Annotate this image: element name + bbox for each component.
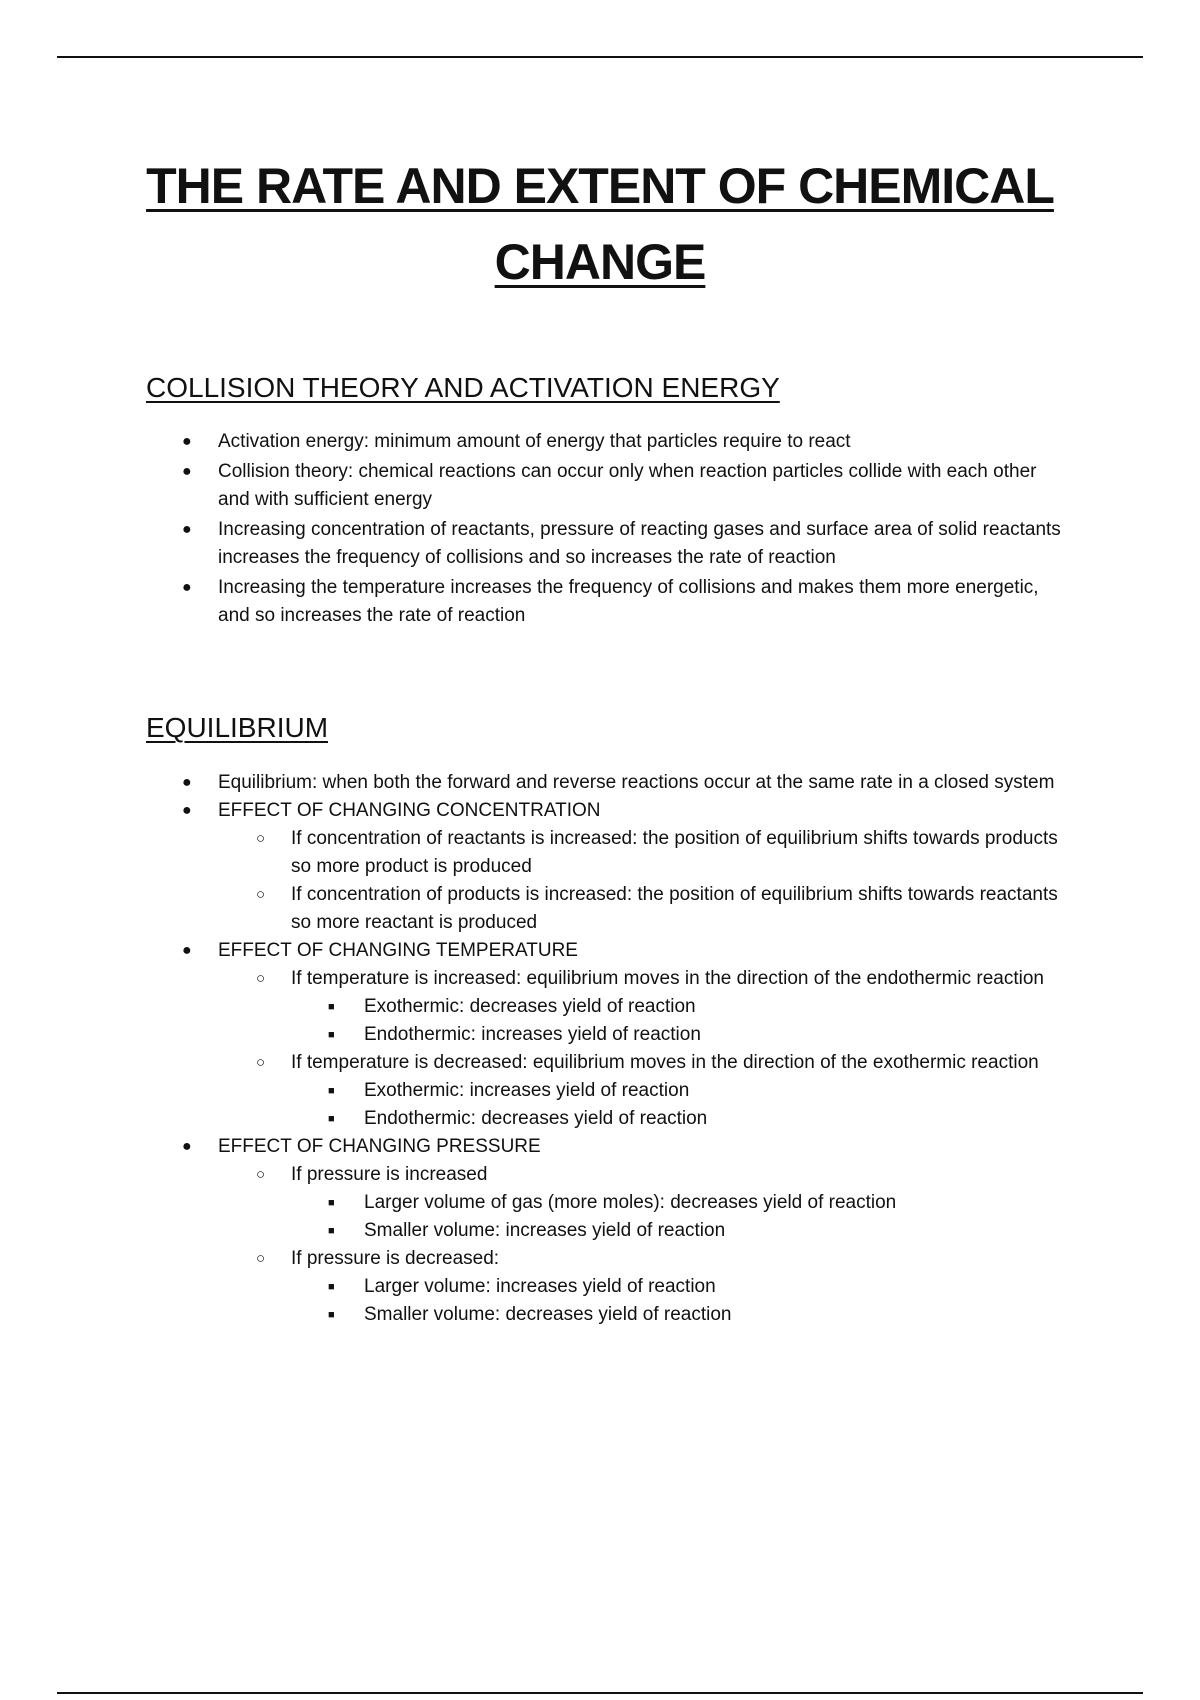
sub-sub-list-item: ■ Endothermic: increases yield of reaction — [176, 1021, 1066, 1049]
page-title: THE RATE AND EXTENT OF CHEMICAL CHANGE — [146, 158, 1054, 290]
circle-bullet-icon: ○ — [256, 830, 266, 847]
bullet-icon: ● — [182, 774, 192, 791]
list-item: ● Increasing the temperature increases the frequency of collisions and makes them more energetic, and so increases the rate of reaction — [176, 574, 1066, 630]
bullet-icon: ● — [182, 942, 192, 959]
square-bullet-icon: ■ — [328, 1001, 335, 1013]
sub-list-item: ○ If pressure is increased — [176, 1161, 1066, 1189]
sub-sub-list-item: ■ Smaller volume: decreases yield of reaction — [176, 1301, 1066, 1329]
square-bullet-icon: ■ — [328, 1085, 335, 1097]
sub-sub-list-item: ■ Larger volume: increases yield of reaction — [176, 1273, 1066, 1301]
square-bullet-icon: ■ — [328, 1113, 335, 1125]
sub-sub-list-item: ■ Exothermic: decreases yield of reaction — [176, 993, 1066, 1021]
equilibrium-bullet-list — [176, 769, 1066, 1329]
list-item: ● Collision theory: chemical reactions can occur only when reaction particles collide with each other and with sufficient energy — [176, 458, 1066, 514]
section-heading-equilibrium: EQUILIBRIUM — [146, 712, 329, 743]
list-item: ● Activation energy: minimum amount of energy that particles require to react — [176, 428, 1066, 456]
list-item: ● Increasing concentration of reactants, pressure of reacting gases and surface area of solid reactants increases the frequency of collisions and so increases the rate of reaction — [176, 516, 1066, 572]
list-item-temperature-heading: ● EFFECT OF CHANGING TEMPERATURE — [176, 937, 1066, 965]
sub-sub-list-item: ■ Exothermic: increases yield of reaction — [176, 1077, 1066, 1105]
collision-bullet-list — [176, 428, 1066, 632]
circle-bullet-icon: ○ — [256, 886, 266, 903]
square-bullet-icon: ■ — [328, 1309, 335, 1321]
bullet-icon: ● — [182, 1138, 192, 1155]
square-bullet-icon: ■ — [328, 1225, 335, 1237]
circle-bullet-icon: ○ — [256, 1166, 266, 1183]
list-item-definition: ● Equilibrium: when both the forward and reverse reactions occur at the same rate in a closed system — [176, 769, 1066, 797]
bottom-rule — [57, 1692, 1143, 1694]
square-bullet-icon: ■ — [328, 1197, 335, 1209]
square-bullet-icon: ■ — [328, 1029, 335, 1041]
circle-bullet-icon: ○ — [256, 1054, 266, 1071]
sub-list-item: ○ If concentration of reactants is increased: the position of equilibrium shifts towards products so more product is produced — [176, 825, 1066, 881]
sub-list-item: ○ If temperature is increased: equilibrium moves in the direction of the endothermic reaction — [176, 965, 1066, 993]
top-rule — [57, 56, 1143, 58]
circle-bullet-icon: ○ — [256, 1250, 266, 1267]
circle-bullet-icon: ○ — [256, 970, 266, 987]
bullet-icon: ● — [182, 433, 192, 450]
bullet-icon: ● — [182, 463, 192, 480]
sub-sub-list-item: ■ Endothermic: decreases yield of reaction — [176, 1105, 1066, 1133]
sub-sub-list-item: ■ Smaller volume: increases yield of reaction — [176, 1217, 1066, 1245]
list-item-pressure-heading: ● EFFECT OF CHANGING PRESSURE — [176, 1133, 1066, 1161]
bullet-icon: ● — [182, 521, 192, 538]
list-item-concentration-heading: ● EFFECT OF CHANGING CONCENTRATION — [176, 797, 1066, 825]
bullet-icon: ● — [182, 579, 192, 596]
bullet-icon: ● — [182, 802, 192, 819]
sub-sub-list-item: ■ Larger volume of gas (more moles): decreases yield of reaction — [176, 1189, 1066, 1217]
section-heading-collision-theory: COLLISION THEORY AND ACTIVATION ENERGY — [146, 372, 780, 403]
sub-list-item: ○ If temperature is decreased: equilibrium moves in the direction of the exothermic reaction — [176, 1049, 1066, 1077]
sub-list-item: ○ If concentration of products is increased: the position of equilibrium shifts towards reactants so more reactant is produced — [176, 881, 1066, 937]
sub-list-item: ○ If pressure is decreased: — [176, 1245, 1066, 1273]
square-bullet-icon: ■ — [328, 1281, 335, 1293]
